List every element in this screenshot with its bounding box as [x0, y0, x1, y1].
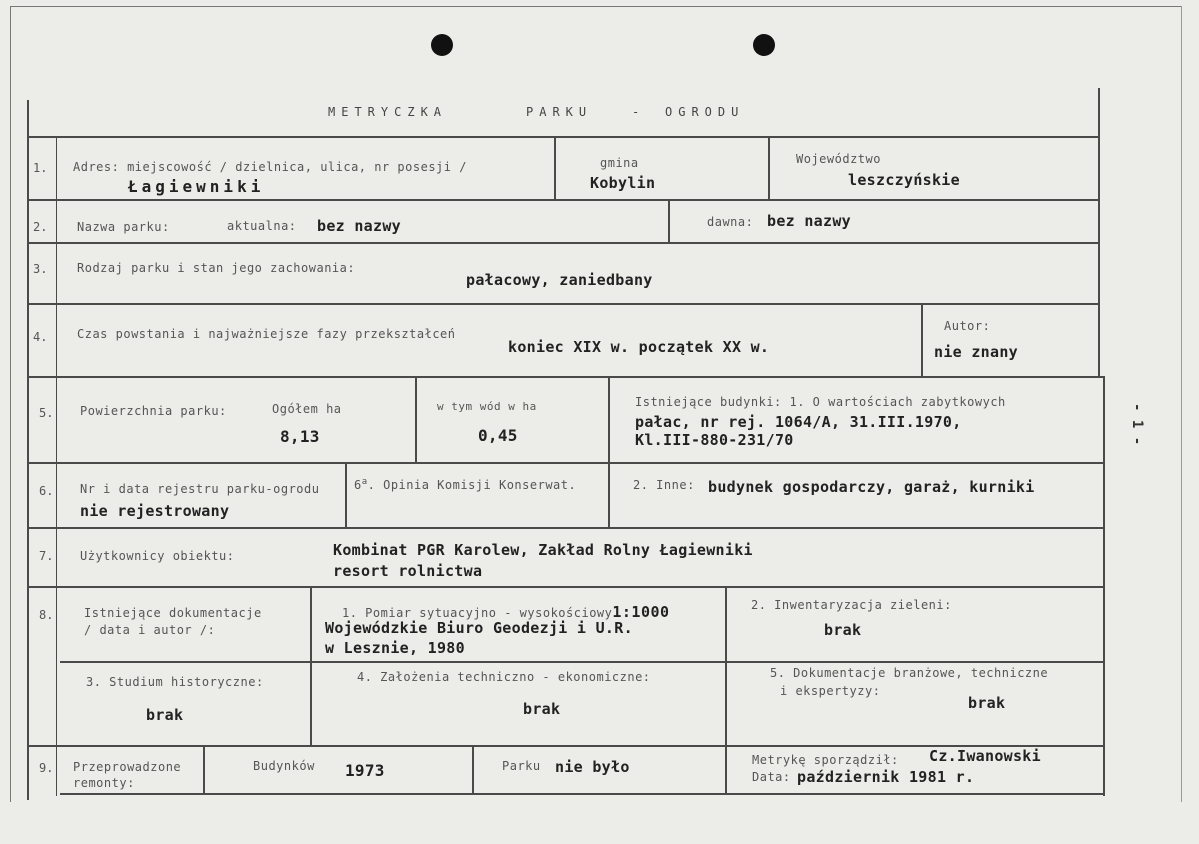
title-word-3: OGRODU [665, 105, 745, 119]
opinion-number: 6 [354, 478, 362, 492]
register-label: Nr i data rejestru parku-ogrodu [80, 482, 320, 496]
former-name-value: bez nazwy [767, 212, 851, 230]
greenery-inventory-label: 2. Inwentaryzacja zieleni: [751, 598, 952, 612]
gmina-value: Kobylin [590, 174, 656, 192]
survey-scale: 1:1000 [612, 603, 670, 621]
outer-border-left [10, 6, 11, 802]
park-type-value: pałacowy, zaniedbany [466, 271, 653, 289]
opinion-superscript: a [361, 477, 368, 487]
other-buildings-value: budynek gospodarczy, garaż, kurniki [708, 478, 1035, 496]
row6-divider [345, 462, 347, 528]
address-value: Łagiewniki [128, 177, 265, 196]
survey-label-text: 1. Pomiar sytuacyjno - wysokościowy [342, 606, 613, 620]
park-name-label: Nazwa parku: [77, 220, 170, 234]
row-number-3: 3. [33, 262, 48, 276]
branch-docs-label-2: i ekspertyzy: [780, 684, 881, 698]
row-number-7: 7. [39, 549, 54, 563]
number-column-divider [56, 136, 57, 796]
branch-docs-label-1: 5. Dokumentacje branżowe, techniczne [770, 666, 1049, 680]
date-label: Data: [752, 770, 791, 784]
technical-assumptions-label: 4. Założenia techniczno - ekonomiczne: [357, 670, 651, 684]
row-number-4: 4. [33, 330, 48, 344]
users-label: Użytkownicy obiektu: [80, 549, 235, 563]
row-number-9: 9. [39, 761, 54, 775]
rule-row6-bottom [27, 527, 1105, 529]
creation-label: Czas powstania i najważniejsze fazy przekształceń [77, 327, 456, 341]
row8-divider-a [310, 586, 312, 746]
rule-row3-bottom [27, 303, 1100, 305]
row4-divider [921, 303, 923, 377]
gmina-label: gmina [600, 156, 639, 170]
users-value-2: resort rolnictwa [333, 562, 483, 580]
address-label: Adres: miejscowość / dzielnica, ulica, nr posesji / [73, 160, 467, 174]
historical-study-value: brak [146, 706, 184, 724]
water-area-value: 0,45 [478, 426, 518, 445]
outer-border-top [10, 6, 1182, 7]
row-number-6: 6. [39, 484, 54, 498]
rule-row4-bottom [27, 376, 1105, 378]
buildings-repair-value: 1973 [345, 761, 385, 780]
author-value: nie znany [934, 343, 1018, 361]
documentation-label-1: Istniejące dokumentacje [84, 606, 262, 620]
greenery-inventory-value: brak [824, 621, 862, 639]
punch-hole-right [753, 34, 775, 56]
conservation-opinion-label [354, 477, 576, 492]
current-name-value: bez nazwy [317, 217, 401, 235]
row5-divider-a [415, 376, 417, 463]
row-number-2: 2. [33, 220, 48, 234]
total-area-value: 8,13 [280, 427, 320, 446]
survey-value-2: w Lesznie, 1980 [325, 639, 465, 657]
outer-border-right [1181, 6, 1182, 802]
current-name-label: aktualna: [227, 219, 297, 233]
title-word-1: METRYCZKA [328, 105, 448, 119]
rule-row8a-bottom [60, 661, 1105, 663]
row9-divider-a [203, 745, 205, 795]
rule-row2-bottom [27, 242, 1100, 244]
park-repair-value: nie było [555, 758, 630, 776]
page-number: - 1 - [1129, 403, 1145, 446]
title-dash: - [632, 105, 646, 119]
row-number-5: 5. [39, 406, 54, 420]
park-repair-label: Parku [502, 759, 541, 773]
table-left-edge [27, 100, 29, 800]
author-label: Autor: [944, 319, 991, 333]
punch-hole-left [431, 34, 453, 56]
existing-buildings-value-2: Kl.III-880-231/70 [635, 431, 794, 449]
row9-divider-c [725, 745, 727, 795]
rule-row9-bottom [60, 793, 1105, 795]
branch-docs-value: brak [968, 694, 1006, 712]
prepared-by-label: Metrykę sporządził: [752, 753, 899, 767]
prepared-by-value: Cz.Iwanowski [929, 747, 1041, 765]
documentation-label-2: / data i autor /: [84, 623, 216, 637]
water-area-label: w tym wód w ha [437, 400, 537, 413]
former-name-label: dawna: [707, 215, 754, 229]
row-number-1: 1. [33, 161, 48, 175]
opinion-text: . Opinia Komisji Konserwat. [367, 478, 577, 492]
creation-value: koniec XIX w. początek XX w. [508, 338, 770, 356]
row-number-8: 8. [39, 608, 54, 622]
row2-divider [668, 199, 670, 243]
rule-title-bottom [27, 136, 1100, 138]
date-value: październik 1981 r. [797, 768, 975, 786]
total-area-label: Ogółem ha [272, 402, 342, 416]
register-value: nie rejestrowany [80, 502, 230, 520]
existing-buildings-value-1: pałac, nr rej. 1064/A, 31.III.1970, [635, 413, 962, 431]
other-buildings-label: 2. Inne: [633, 478, 695, 492]
buildings-repair-label: Budynków [253, 759, 315, 773]
row8-divider-b [725, 586, 727, 746]
existing-buildings-label: Istniejące budynki: 1. O wartościach zabytkowych [635, 395, 1006, 409]
row1-divider-b [768, 136, 770, 200]
rule-row1-bottom [27, 199, 1100, 201]
survey-value-1: Wojewódzkie Biuro Geodezji i U.R. [325, 619, 633, 637]
historical-study-label: 3. Studium historyczne: [86, 675, 264, 689]
title-word-2: PARKU [526, 105, 593, 119]
rule-row5-bottom [27, 462, 1105, 464]
repairs-label-2: remonty: [73, 776, 135, 790]
row9-divider-b [472, 745, 474, 795]
row1-divider-a [554, 136, 556, 200]
wojewodztwo-label: Województwo [796, 152, 881, 166]
table-right-edge-top [1098, 88, 1100, 378]
rule-row7-bottom [27, 586, 1105, 588]
row5-divider-b [608, 376, 610, 528]
area-label: Powierzchnia parku: [80, 404, 227, 418]
repairs-label-1: Przeprowadzone [73, 760, 182, 774]
technical-assumptions-value: brak [523, 700, 561, 718]
users-value-1: Kombinat PGR Karolew, Zakład Rolny Łagiewniki [333, 541, 753, 559]
park-type-label: Rodzaj parku i stan jego zachowania: [77, 261, 356, 275]
wojewodztwo-value: leszczyńskie [848, 171, 960, 189]
